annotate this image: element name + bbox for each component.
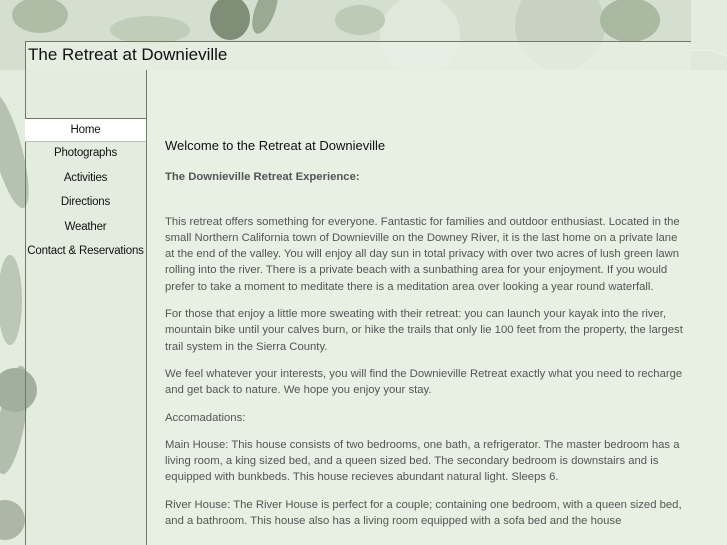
- accommodations-label: Accomadations:: [165, 411, 246, 424]
- nav-item-home[interactable]: Home: [25, 119, 146, 142]
- nav-item-contact-reservations[interactable]: Contact & Reservations: [27, 245, 144, 257]
- page-heading: Welcome to the Retreat at Downieville: [165, 138, 386, 153]
- nav-item-weather[interactable]: Weather: [64, 220, 107, 233]
- sidebar-header-box: [25, 70, 147, 119]
- nav-item-directions[interactable]: Directions: [60, 196, 111, 208]
- nav-item-photographs[interactable]: Photographs: [53, 147, 117, 159]
- river-house-paragraph: River House: The River House is perfect for a couple; containing one bedroom, with a queen sized bed, and a bathroom. This house also has a living room equipped with a sofa bed and the house: [165, 498, 682, 528]
- intro-paragraph: This retreat offers something for everyone. Fantastic for families and outdoor enthusiast. Located in the small Northern California town of Downieville on the Downey River, it is the last home on a private lane at the end of the valley. You will enjoy all day sun in total privacy with over two acres of lush green lawn rolling into the river. There is a private beach with a sunbathing area for your enjoyment. If you would prefer to take a moment to meditate there is a meditation area over looking a year round waterfall.: [165, 215, 680, 293]
- main-content: [165, 134, 685, 540]
- section-subheading: The Downieville Retreat Experience:: [165, 171, 360, 184]
- site-title: The Retreat at Downieville: [28, 45, 228, 64]
- nav-item-activities[interactable]: Activities: [63, 171, 108, 184]
- activities-paragraph: For those that enjoy a little more sweating with their retreat: you can launch your kayak into the river, mountain bike until your calves burn, or hike the trails that only lie 100 feet from the property, the largest trail system in the Sierra County.: [165, 308, 683, 353]
- header-divider: [25, 41, 691, 42]
- main-house-paragraph: Main House: This house consists of two bedrooms, one bath, a refrigerator. The master bedroom has a living room, a king sized bed, and a queen sized bed. The secondary bedroom is downstairs and is equipped with bunkbeds. This house recieves abundant natural light. Sleeps 6.: [165, 438, 680, 484]
- closing-paragraph: We feel whatever your interests, you will find the Downieville Retreat exactly what you need to recharge and get back to nature. We hope you enjoy your stay.: [165, 367, 683, 397]
- main-nav: [25, 119, 147, 545]
